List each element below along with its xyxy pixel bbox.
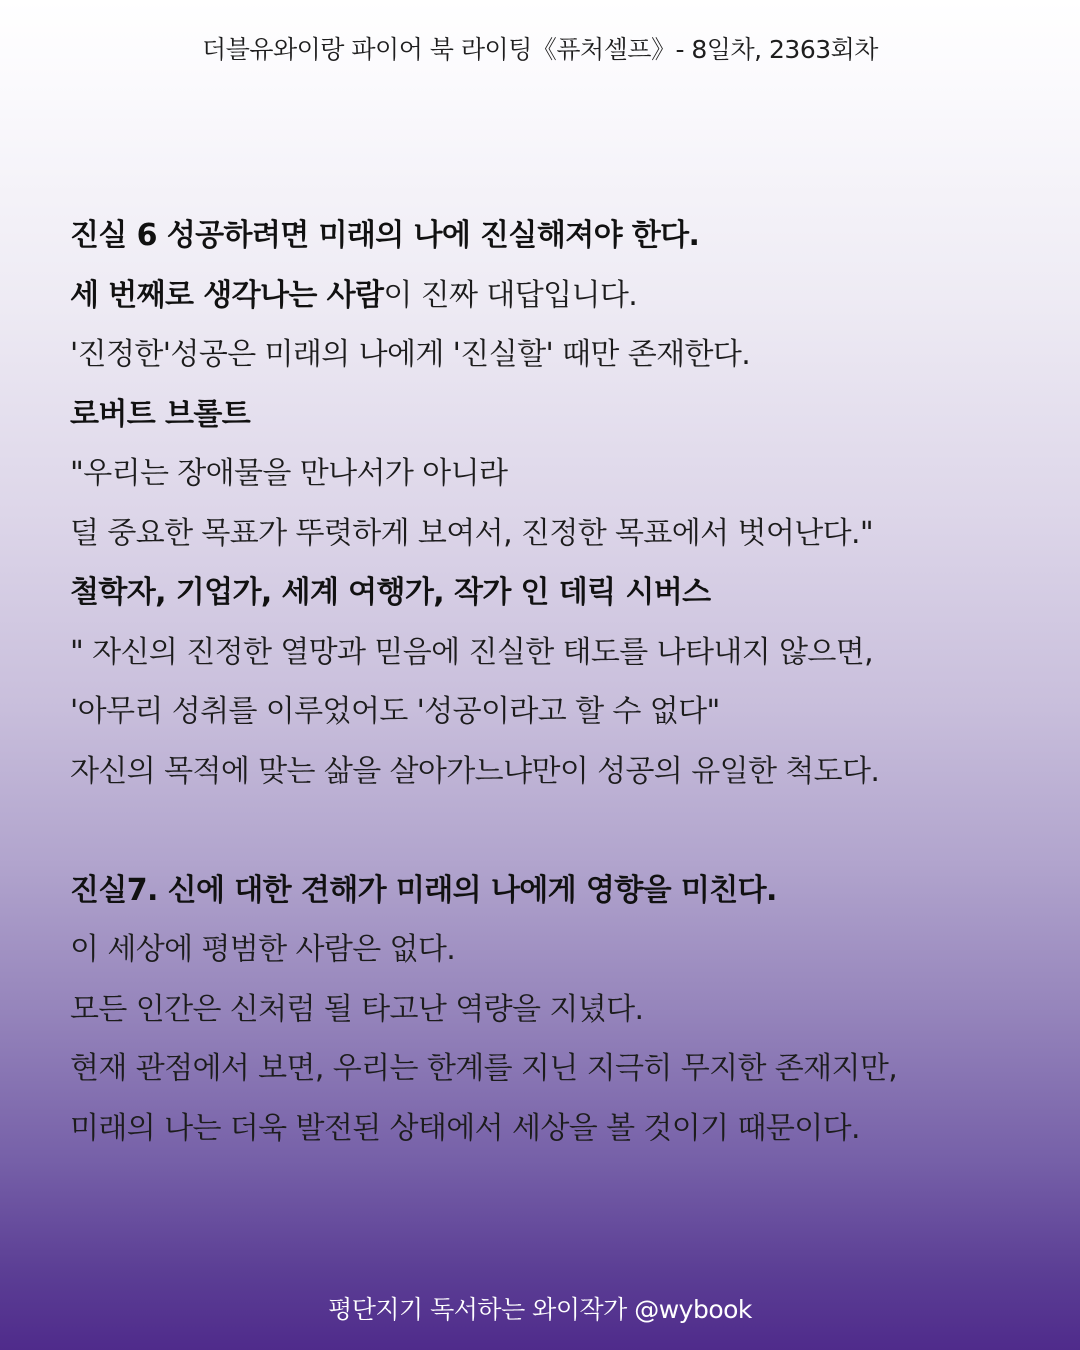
quote1-author: 로버트 브롤트 [70,396,251,432]
truth6-answer-emphasis: 세 번째로 생각나는 사람 [70,277,384,313]
truth6-answer [70,266,1030,326]
truth7-line3: 현재 관점에서 보면, 우리는 한계를 지닌 지극히 무지한 존재지만, [70,1051,898,1086]
truth6-answer-rest: 이 진짜 대답입니다. [383,277,638,313]
quote1-line1: "우리는 장애물을 만나서가 아니라 [70,456,508,491]
truth7-line2: 모든 인간은 신처럼 될 타고난 역량을 지녔다. [70,991,644,1027]
quote1-line2: 덜 중요한 목표가 뚜렷하게 보여서, 진정한 목표에서 벗어난다." [70,515,874,551]
quote2-line1: " 자신의 진정한 열망과 믿음에 진실한 태도를 나타내지 않으면, [70,634,874,670]
quote2-line3: 자신의 목적에 맞는 삶을 살아가느냐만이 성공의 유일한 척도다. [70,753,880,789]
truth6-line2: '진정한'성공은 미래의 나에게 '진실할' 때만 존재한다. [70,337,751,372]
header-title: 더블유와이랑 파이어 북 라이팅《퓨처셀프》- 8일차, 2363회차 [202,35,878,64]
quote2-author: 철학자, 기업가, 세계 여행가, 작가 인 데릭 시버스 [70,575,711,610]
truth7-line4: 미래의 나는 더욱 발전된 상태에서 세상을 볼 것이기 때문이다. [70,1110,860,1146]
main-content [70,206,1030,1158]
truth6-heading: 진실 6 성공하려면 미래의 나에 진실해져야 한다. [70,218,700,253]
truth7-line1: 이 세상에 평범한 사람은 없다. [70,932,456,967]
footer-credit: 평단지기 독서하는 와이작가 @wybook [328,1295,752,1324]
quote2-line2: '아무리 성취를 이루었어도 '성공이라고 할 수 없다" [70,694,720,729]
section-spacer [70,801,1030,861]
truth7-heading: 진실7. 신에 대한 견해가 미래의 나에게 영향을 미친다. [70,872,777,908]
